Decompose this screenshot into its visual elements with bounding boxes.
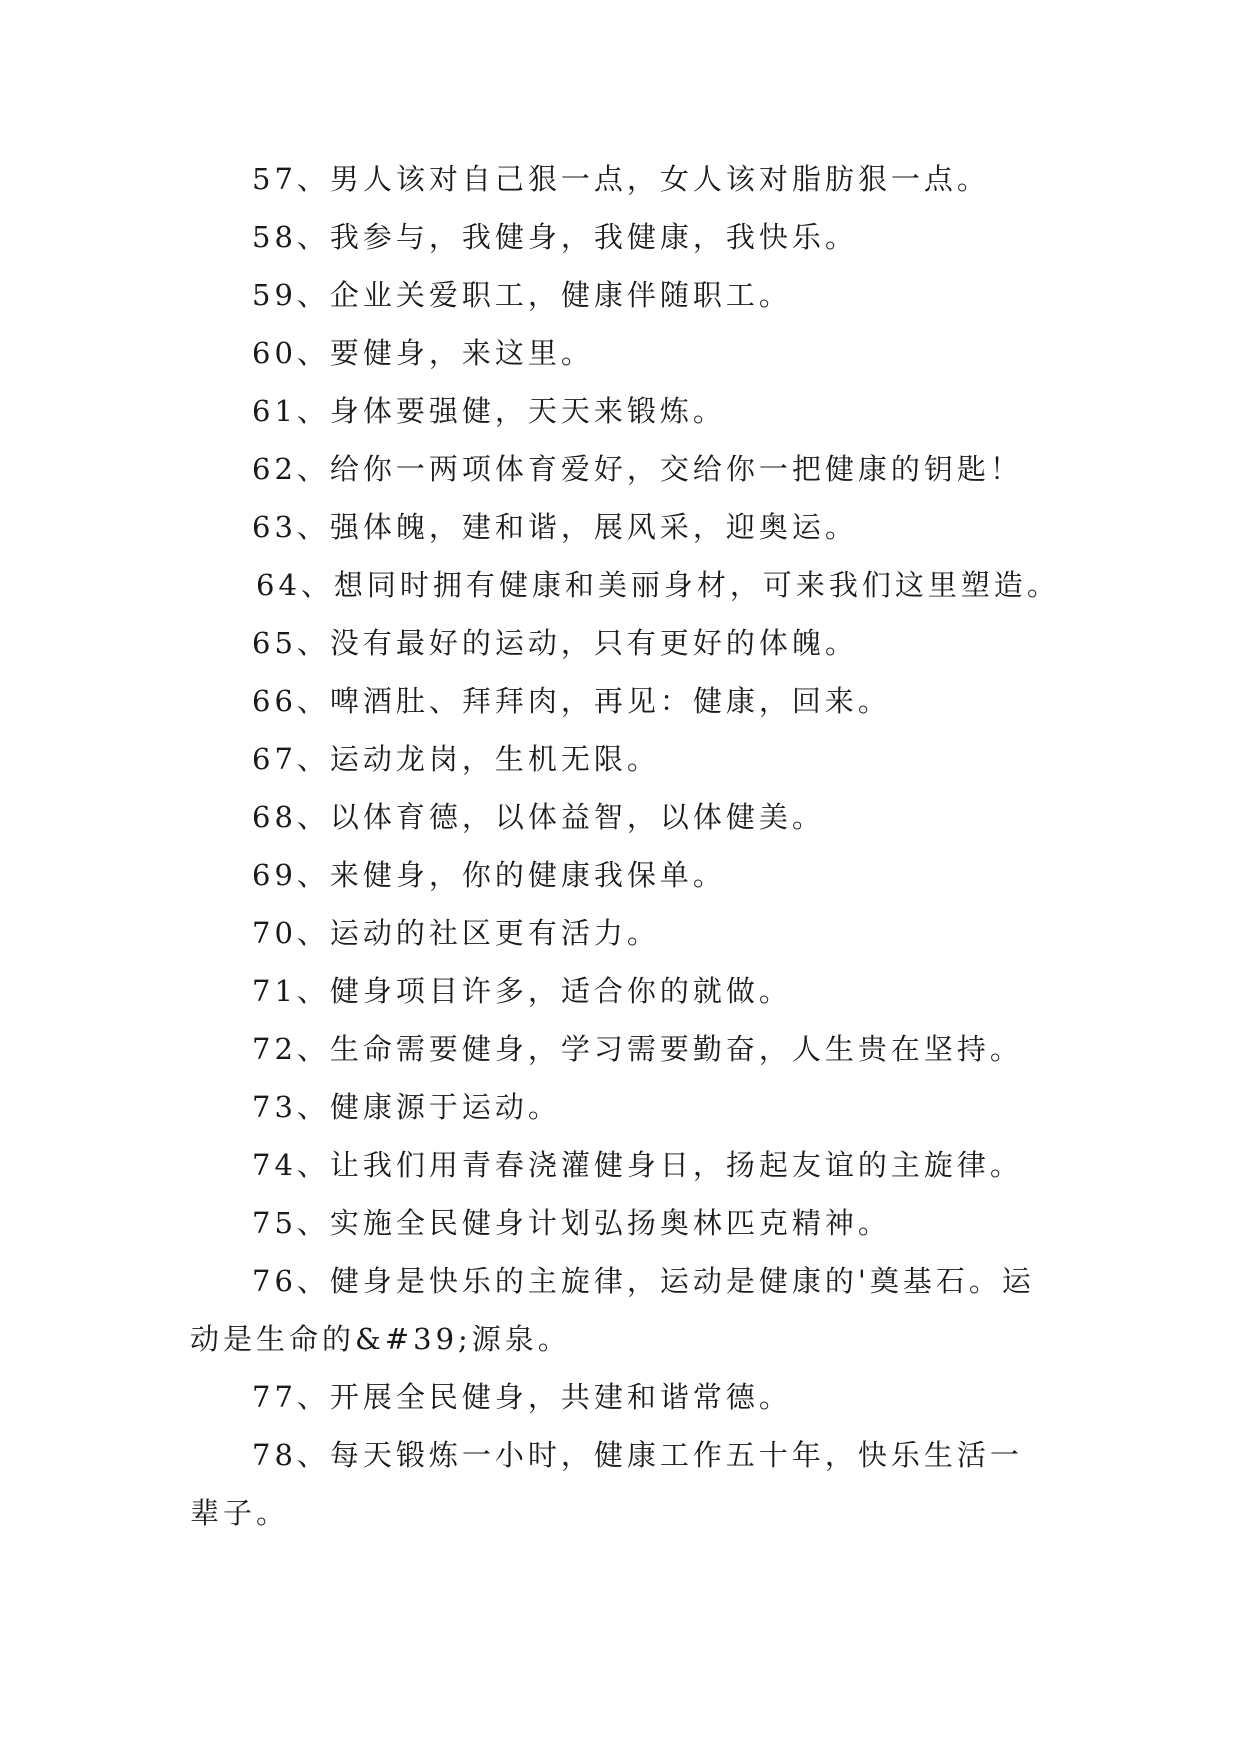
list-item: 76、健身是快乐的主旋律，运动是健康的'奠基石。运动是生命的&#39;源泉。 [190,1264,1035,1356]
list-item: 59、企业关爱职工，健康伴随职工。 [252,278,792,312]
list-item: 71、健身项目许多，适合你的就做。 [252,974,792,1008]
list-item: 58、我参与，我健身，我健康，我快乐。 [252,220,858,254]
list-item: 68、以体育德，以体益智，以体健美。 [252,800,825,834]
list-item: 78、每天锻炼一小时，健康工作五十年，快乐生活一辈子。 [190,1438,1023,1530]
list-item: 73、健康源于运动。 [252,1090,561,1124]
list-item: 67、运动龙岗，生机无限。 [252,742,660,776]
list-item: 70、运动的社区更有活力。 [252,916,660,950]
list-item: 64、想同时拥有健康和美丽身材，可来我们这里塑造。 [256,568,1060,602]
list-item: 75、实施全民健身计划弘扬奥林匹克精神。 [252,1206,891,1240]
list-item: 65、没有最好的运动，只有更好的体魄。 [252,626,858,660]
list-item: 62、给你一两项体育爱好，交给你一把健康的钥匙！ [252,452,1023,486]
list-item: 66、啤酒肚、拜拜肉，再见：健康，回来。 [252,684,891,718]
slogan-list [190,150,1060,1542]
list-item: 60、要健身，来这里。 [252,336,594,370]
list-item: 63、强体魄，建和谐，展风采，迎奥运。 [252,510,858,544]
list-item: 74、让我们用青春浇灌健身日，扬起友谊的主旋律。 [252,1148,1023,1182]
list-item: 77、开展全民健身，共建和谐常德。 [252,1380,792,1414]
list-item: 69、来健身，你的健康我保单。 [252,858,726,892]
list-item: 61、身体要强健，天天来锻炼。 [252,394,726,428]
list-item: 57、男人该对自己狠一点，女人该对脂肪狠一点。 [252,162,990,196]
list-item: 72、生命需要健身，学习需要勤奋，人生贵在坚持。 [252,1032,1023,1066]
